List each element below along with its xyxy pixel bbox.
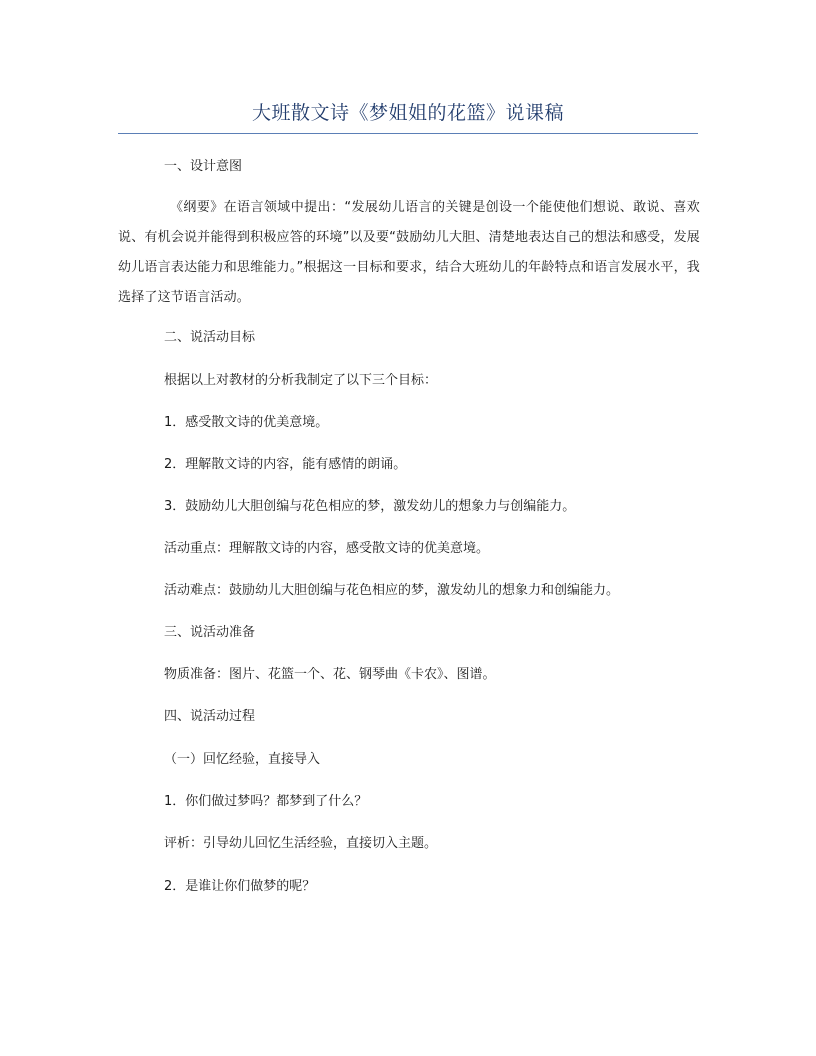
question-item-2: 2．是谁让你们做梦的呢？ [164, 879, 316, 894]
section-heading-design-intent: 一、设计意图 [164, 159, 243, 174]
section-heading-activity-goals: 二、说活动目标 [164, 330, 256, 345]
materials-preparation: 物质准备：图片、花篮一个、花、钢琴曲《卡农》、图谱。 [164, 667, 496, 682]
question-item-1: 1．你们做过梦吗？都梦到了什么？ [164, 794, 368, 809]
title-divider [118, 133, 698, 134]
difficult-point: 活动难点：鼓励幼儿大胆创编与花色相应的梦，激发幼儿的想象力和创编能力。 [164, 583, 620, 598]
key-point: 活动重点：理解散文诗的内容，感受散文诗的优美意境。 [164, 541, 490, 556]
analysis-item-1: 评析：引导幼儿回忆生活经验，直接切入主题。 [164, 836, 438, 851]
step-1-heading: （一）回忆经验，直接导入 [164, 752, 321, 767]
section-heading-process: 四、说活动过程 [164, 709, 256, 724]
goal-item-1: 1．感受散文诗的优美意境。 [164, 415, 329, 430]
goals-intro: 根据以上对教材的分析我制定了以下三个目标： [164, 373, 438, 388]
page-title: 大班散文诗《梦姐姐的花篮》说课稿 [251, 102, 564, 124]
section-heading-preparation: 三、说活动准备 [164, 625, 256, 640]
goal-item-3: 3．鼓励幼儿大胆创编与花色相应的梦，激发幼儿的想象力与创编能力。 [164, 499, 576, 514]
goal-item-2: 2．理解散文诗的内容，能有感情的朗诵。 [164, 457, 407, 472]
design-intent-paragraph: 《纲要》在语言领域中提出：“发展幼儿语言的关键是创设一个能使他们想说、敢说、喜欢说、有机会说并能得到积极应答的环境”以及要“鼓励幼儿大胆、清楚地表达自己的想法和感受，发展幼儿语言表达能力和思维能力。”根据这一目标和要求，结合大班幼儿的年龄特点和语言发展水平，我选择了这节语言活动。 [118, 200, 700, 305]
